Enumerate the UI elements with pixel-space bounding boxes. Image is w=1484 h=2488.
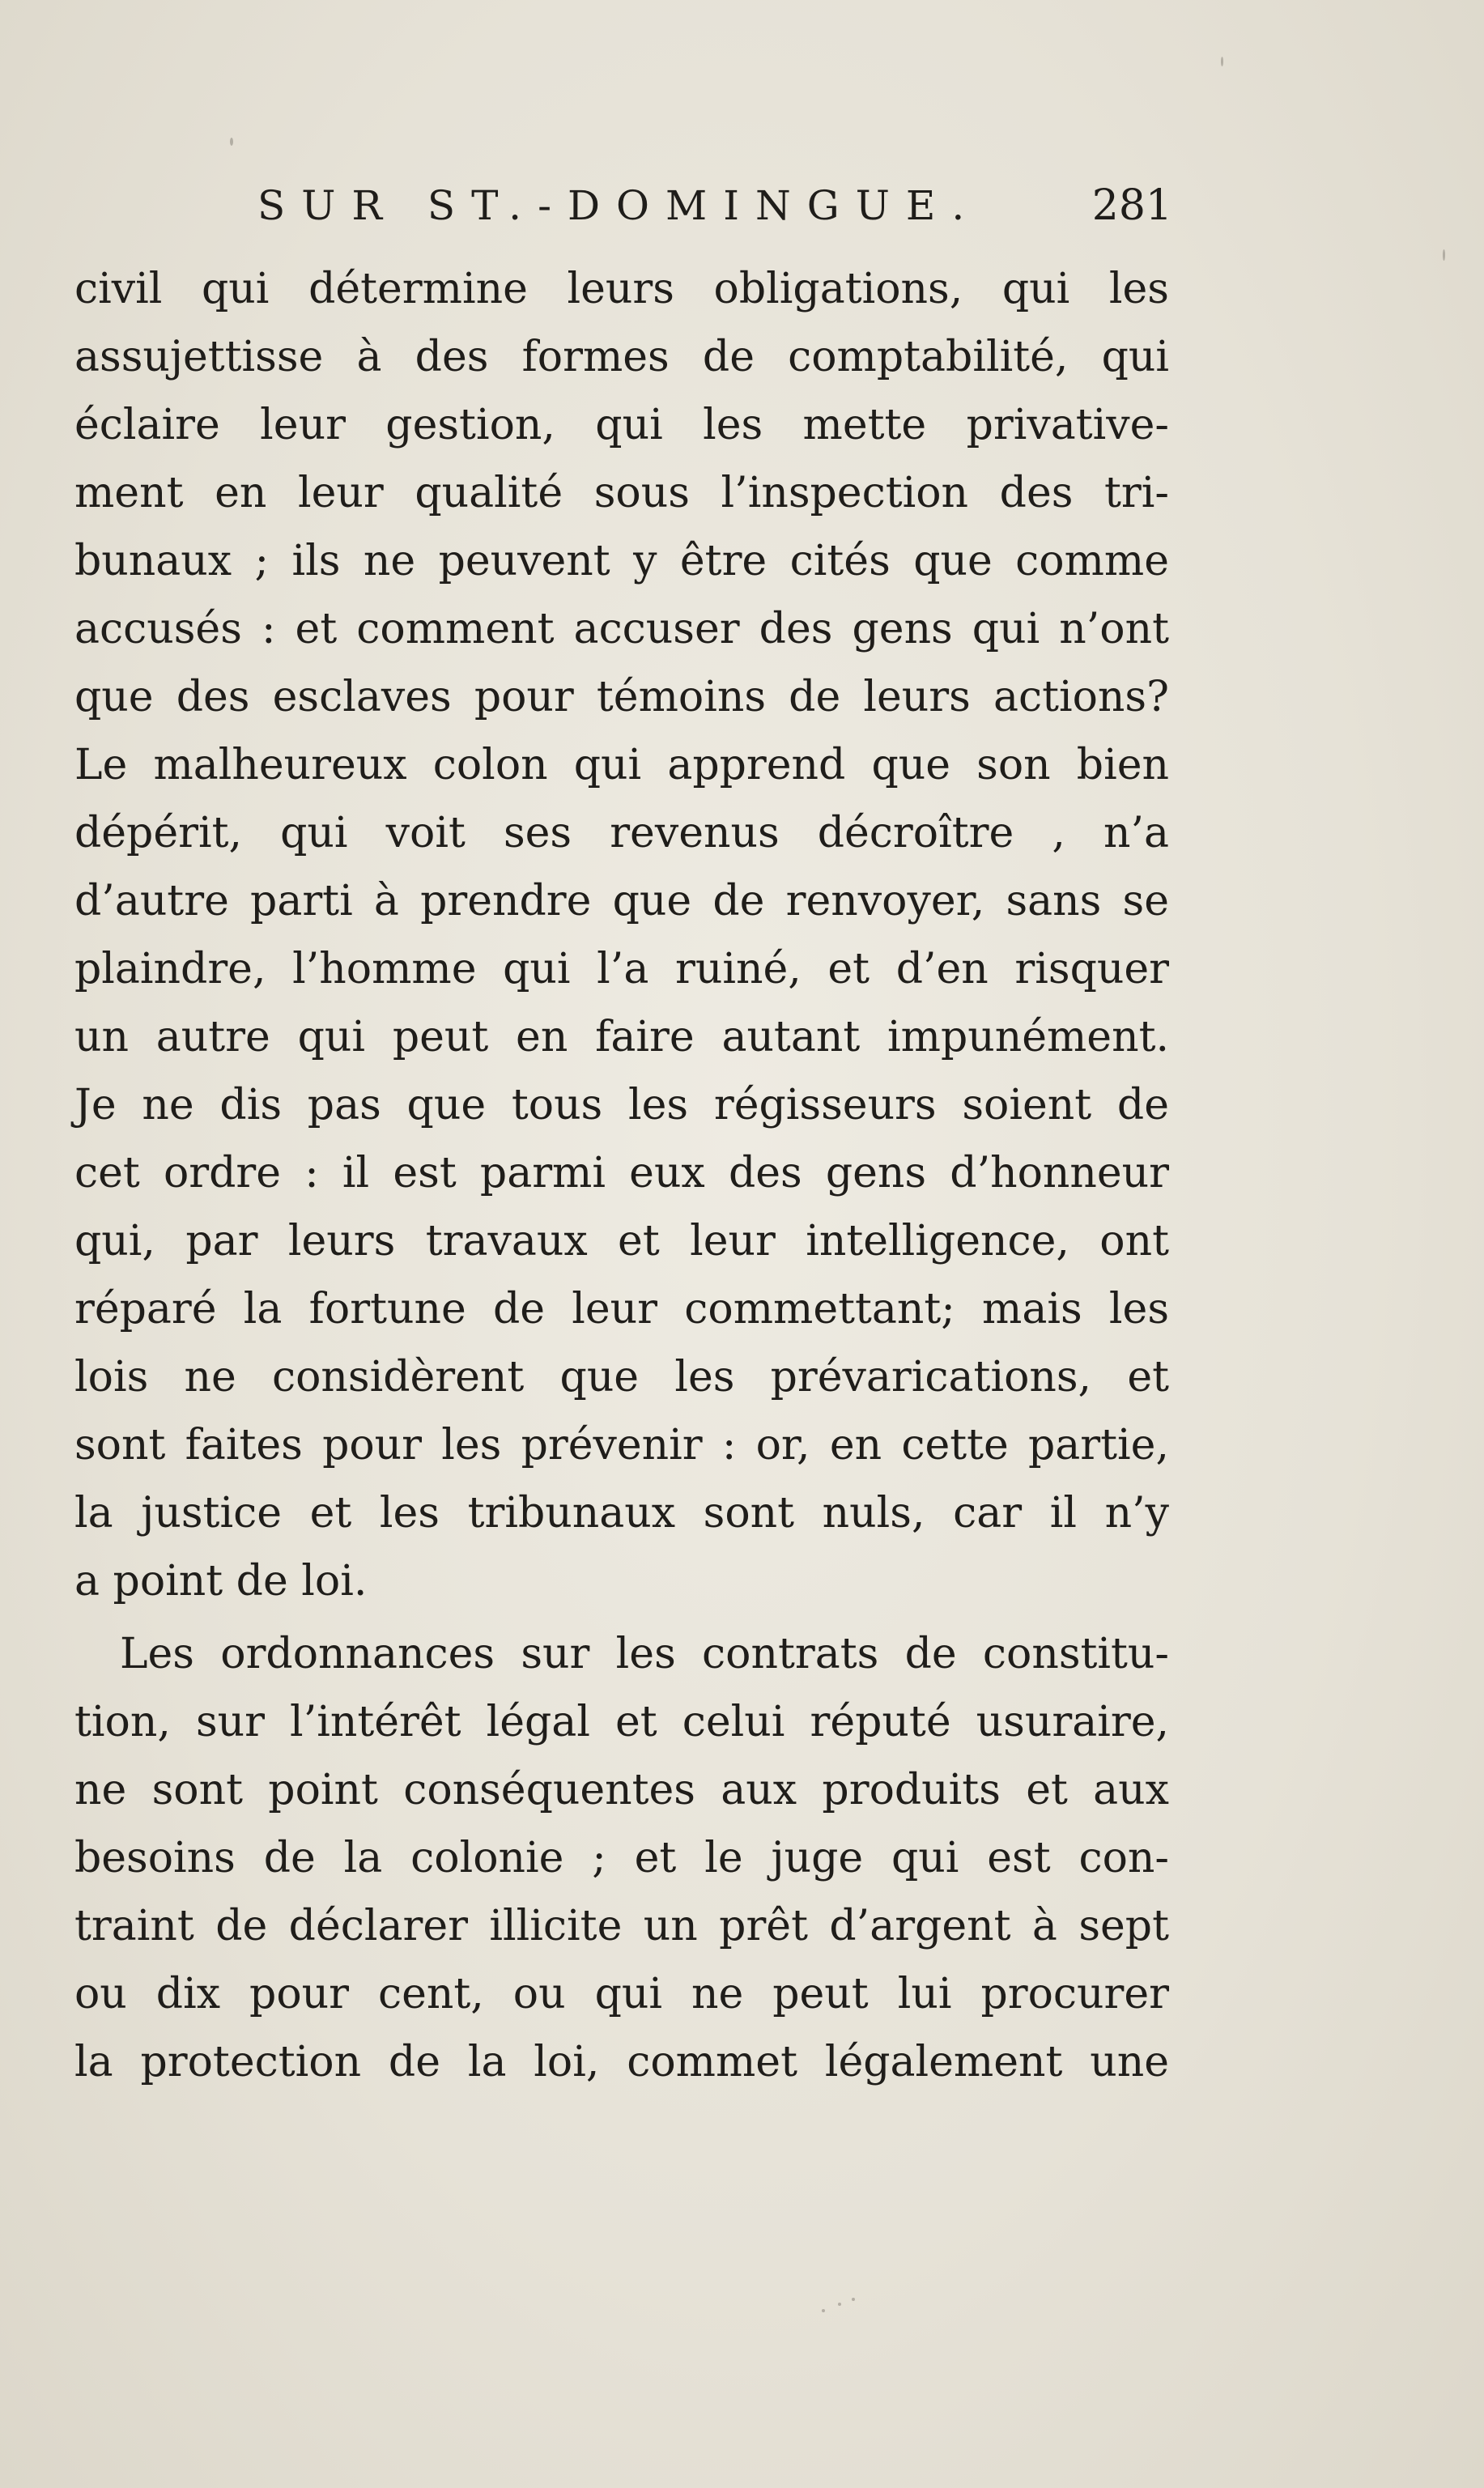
text-line: Les ordonnances sur les contrats de constitu- [120, 1630, 1169, 1678]
text-line: tion, sur l’intérêt légal et celui réputé usuraire, [74, 1698, 1169, 1746]
running-head [257, 173, 1172, 238]
text-line: accusés : et comment accuser des gens qui n’ont [74, 605, 1169, 653]
running-title: SUR ST.-DOMINGUE. [257, 182, 981, 229]
text-line: qui, par leurs travaux et leur intelligence, ont [74, 1217, 1169, 1265]
text-line: lois ne considèrent que les prévarications, et [74, 1353, 1169, 1401]
text-line: bunaux ; ils ne peuvent y être cités que comme [74, 537, 1169, 585]
paper-speck [822, 2309, 825, 2312]
text-line: traint de déclarer illicite un prêt d’argent à sept [74, 1902, 1169, 1950]
paper-speck [852, 2298, 855, 2301]
text-line: sont faites pour les prévenir : or, en cette partie, [74, 1421, 1169, 1469]
text-line: plaindre, l’homme qui l’a ruiné, et d’en risquer [74, 945, 1169, 993]
paragraph-1 [74, 255, 1169, 1615]
text-line: éclaire leur gestion, qui les mette privative- [74, 401, 1169, 449]
text-line: Le malheureux colon qui apprend que son bien [74, 741, 1169, 789]
text-line: réparé la fortune de leur commettant; mais les [74, 1285, 1169, 1333]
text-line: besoins de la colonie ; et le juge qui est con- [74, 1834, 1169, 1882]
text-line: ment en leur qualité sous l’inspection des tri- [74, 469, 1169, 517]
paper-speck [1443, 249, 1445, 261]
text-line: dépérit, qui voit ses revenus décroître , n’a [74, 809, 1169, 857]
text-line: ne sont point conséquentes aux produits et aux [74, 1766, 1169, 1814]
text-line: un autre qui peut en faire autant impunément. [74, 1013, 1169, 1061]
paper-speck [230, 138, 233, 146]
text-line: civil qui détermine leurs obligations, qui les [74, 265, 1169, 313]
text-line: cet ordre : il est parmi eux des gens d’honneur [74, 1149, 1169, 1197]
paragraph-2 [74, 1620, 1169, 2096]
text-line: la justice et les tribunaux sont nuls, car il n’y [74, 1489, 1169, 1537]
text-line: que des esclaves pour témoins de leurs actions? [74, 673, 1169, 721]
text-line: assujettisse à des formes de comptabilité, qui [74, 333, 1169, 381]
text-line: a point de loi. [74, 1557, 368, 1606]
text-line: d’autre parti à prendre que de renvoyer, sans se [74, 877, 1169, 925]
text-line: ou dix pour cent, ou qui ne peut lui procurer [74, 1970, 1169, 2018]
text-line: Je ne dis pas que tous les régisseurs soient de [74, 1081, 1169, 1129]
body-text [74, 255, 1169, 2096]
paper-speck [1221, 57, 1223, 66]
text-line: la protection de la loi, commet légalement une [74, 2038, 1169, 2086]
paper-speck [838, 2303, 841, 2306]
page-number: 281 [1091, 181, 1172, 230]
